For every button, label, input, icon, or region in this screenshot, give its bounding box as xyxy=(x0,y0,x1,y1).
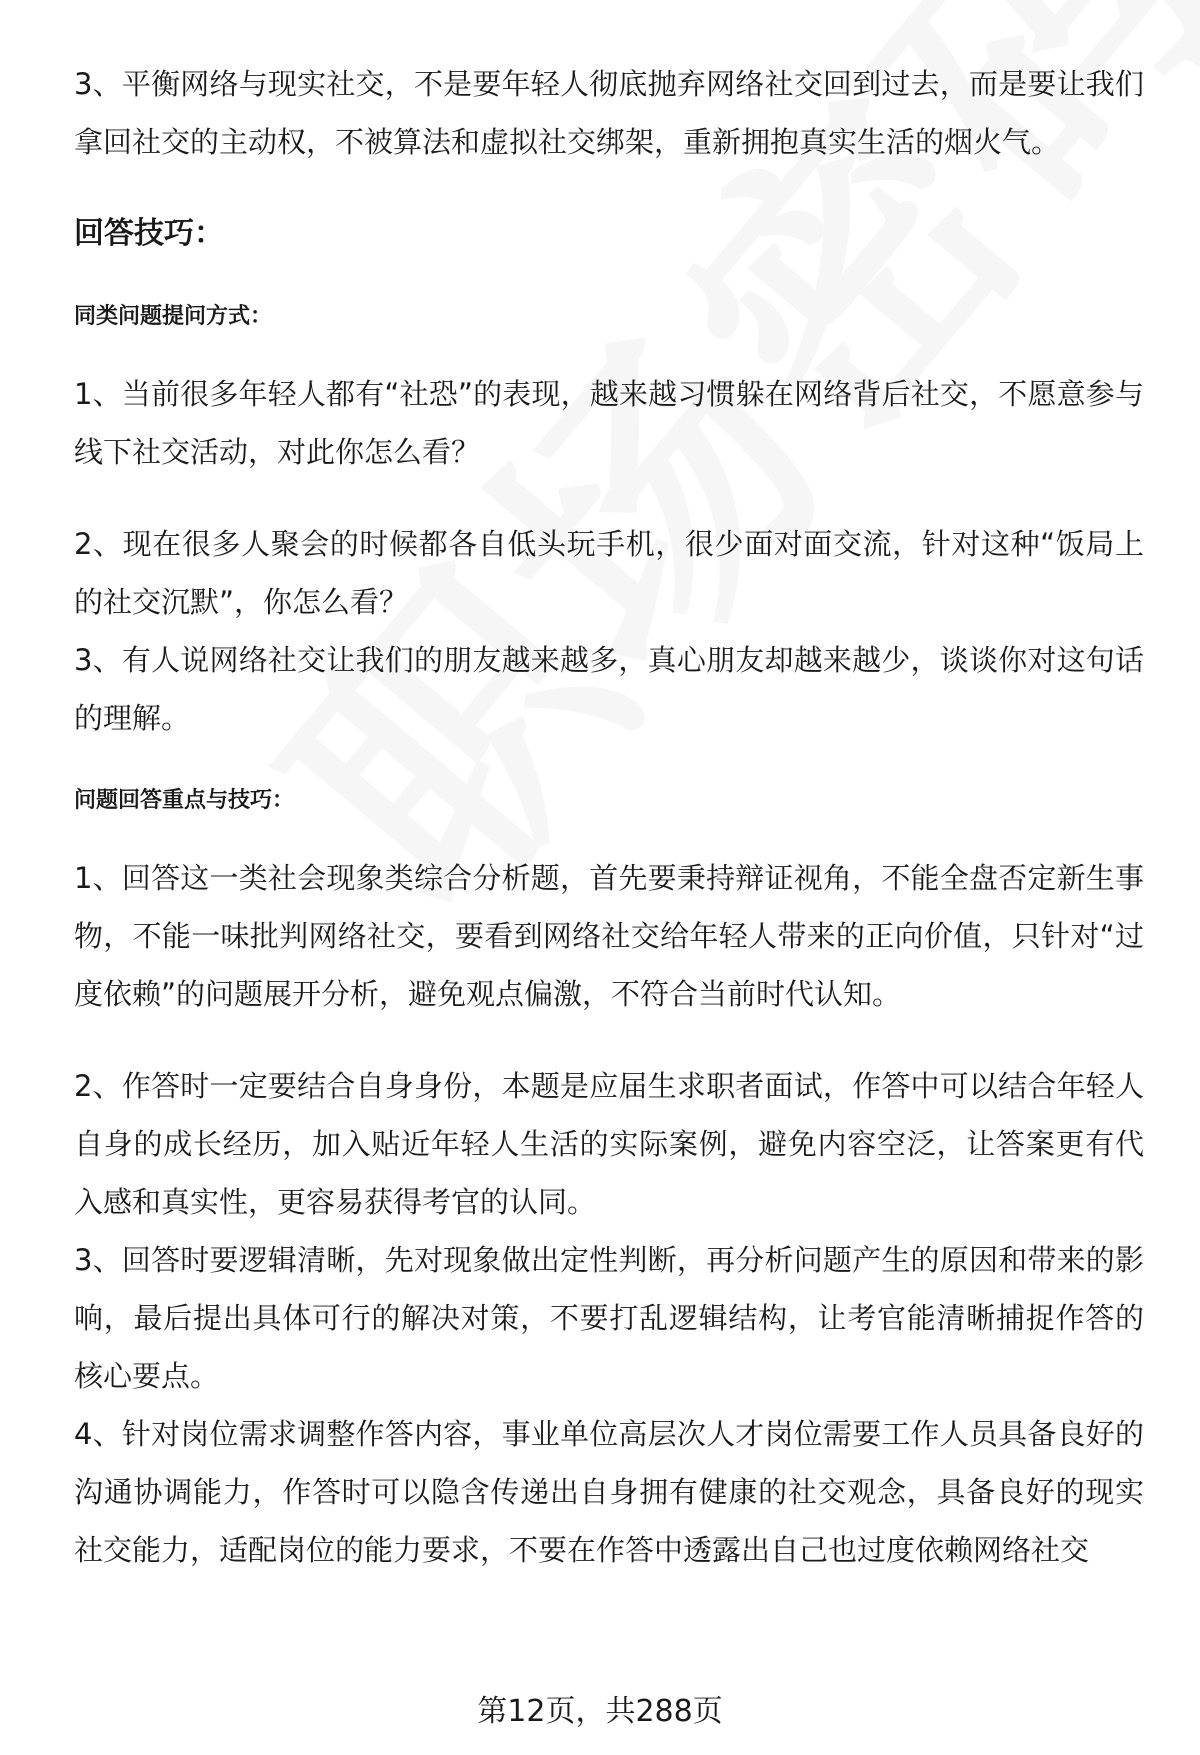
key-point-1: 1、回答这一类社会现象类综合分析题，首先要秉持辩证视角，不能全盘否定新生事物，不能一味批判网络社交，要看到网络社交给年轻人带来的正向价值，只针对“过度依赖”的问题展开分析，避免观点偏激，不符合当前时代认知。 xyxy=(74,861,1144,1011)
heading-answer-skills: 回答技巧： xyxy=(74,216,224,251)
key-point-2: 2、作答时一定要结合自身身份，本题是应届生求职者面试，作答中可以结合年轻人自身的成长经历，加入贴近年轻人生活的实际案例，避免内容空泛，让答案更有代入感和真实性，更容易获得考官的认同。 xyxy=(74,1069,1144,1219)
page-number-footer: 第12页，共288页 xyxy=(477,1694,723,1729)
page-content xyxy=(74,55,1144,1579)
heading-key-points: 问题回答重点与技巧： xyxy=(74,788,295,813)
key-point-3: 3、回答时要逻辑清晰，先对现象做出定性判断，再分析问题产生的原因和带来的影响，最后提出具体可行的解决对策，不要打乱逻辑结构，让考官能清晰捕捉作答的核心要点。 xyxy=(74,1243,1144,1393)
similar-question-3: 3、有人说网络社交让我们的朋友越来越多，真心朋友却越来越少，谈谈你对这句话的理解。 xyxy=(74,643,1144,735)
paragraph-intro-3: 3、平衡网络与现实社交，不是要年轻人彻底抛弃网络社交回到过去，而是要让我们拿回社交的主动权，不被算法和虚拟社交绑架，重新拥抱真实生活的烟火气。 xyxy=(74,67,1144,159)
key-point-4: 4、针对岗位需求调整作答内容，事业单位高层次人才岗位需要工作人员具备良好的沟通协调能力，作答时可以隐含传递出自身拥有健康的社交观念，具备良好的现实社交能力，适配岗位的能力要求，不要在作答中透露出自己也过度依赖网络社交 xyxy=(74,1417,1144,1567)
similar-question-1: 1、当前很多年轻人都有“社恐”的表现，越来越习惯躲在网络背后社交，不愿意参与线下社交活动，对此你怎么看？ xyxy=(74,377,1144,469)
heading-similar-questions: 同类问题提问方式： xyxy=(74,304,273,329)
similar-question-2: 2、现在很多人聚会的时候都各自低头玩手机，很少面对面交流，针对这种“饭局上的社交沉默”，你怎么看？ xyxy=(74,527,1144,619)
